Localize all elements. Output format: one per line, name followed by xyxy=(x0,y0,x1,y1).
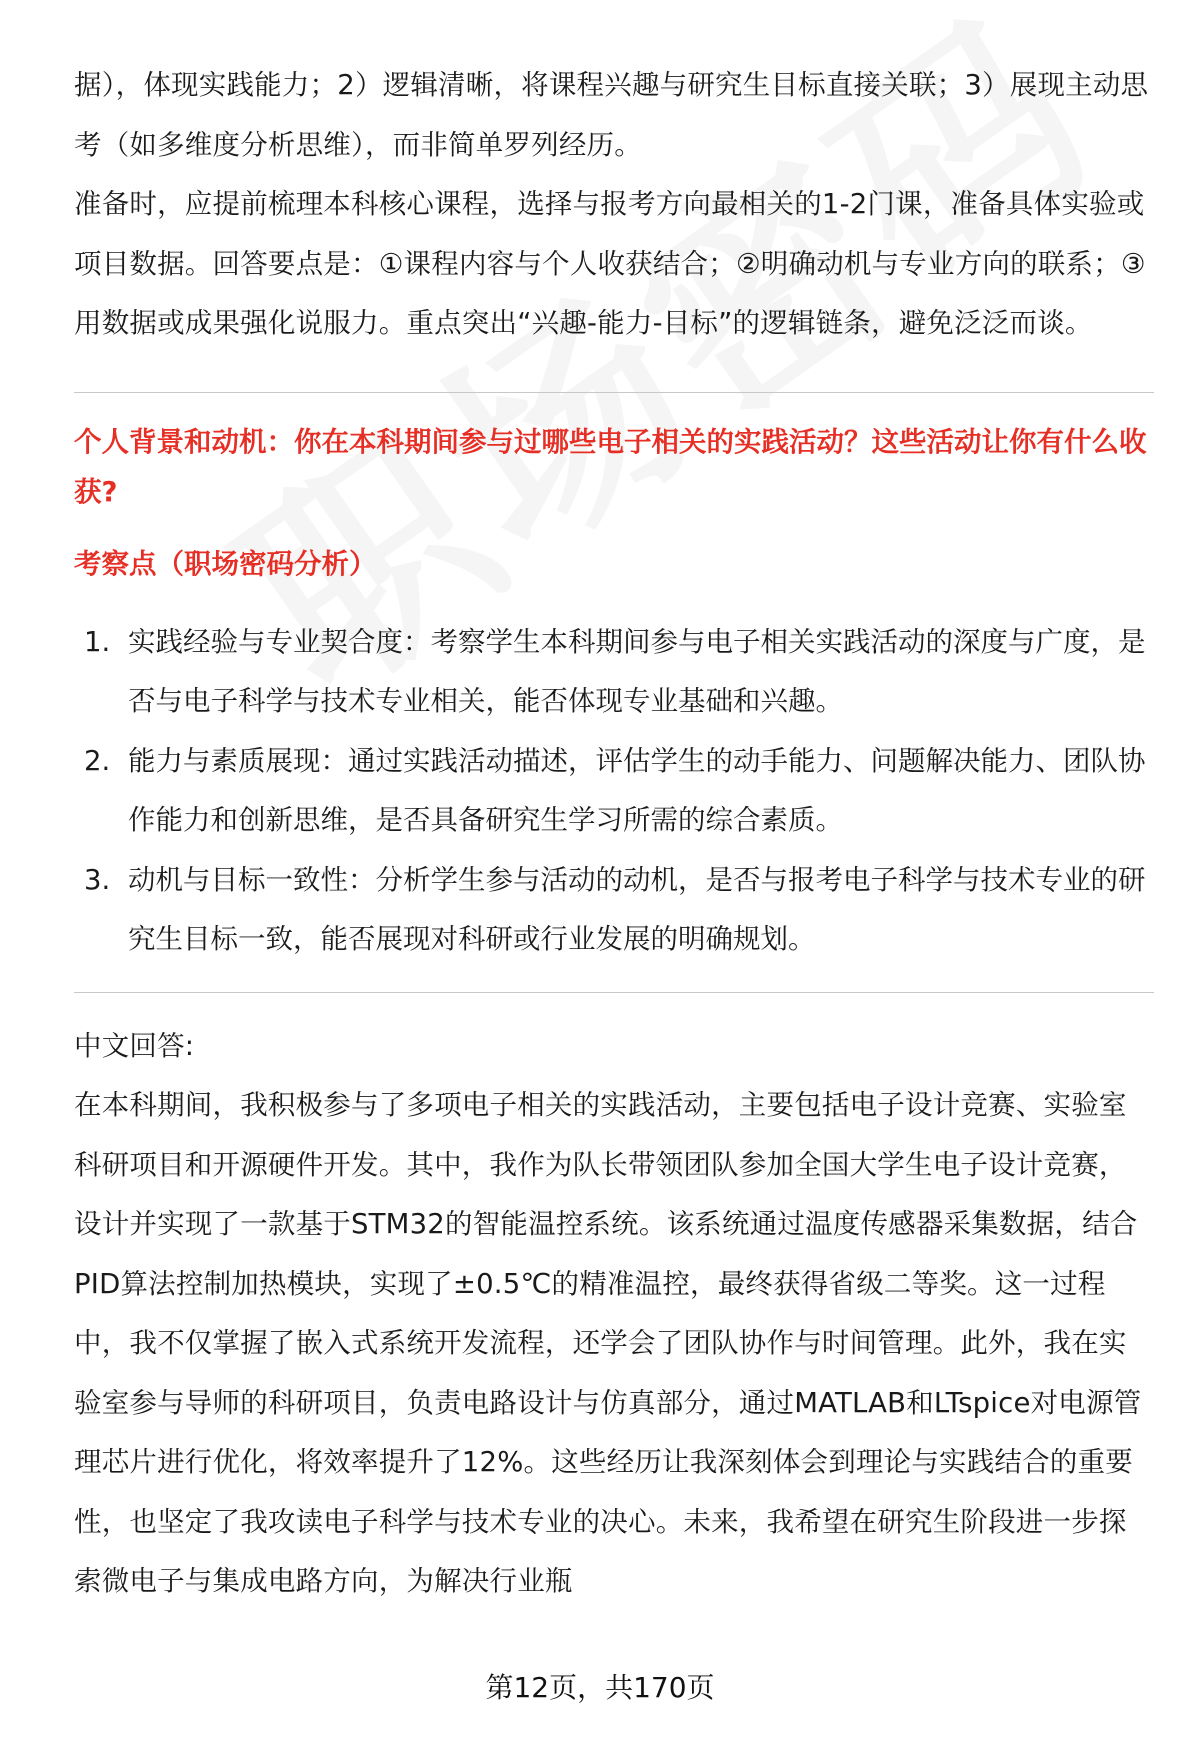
list-item xyxy=(74,613,1154,732)
assessment-points-list xyxy=(74,613,1154,970)
intro-paragraph-2: 准备时，应提前梳理本科核心课程，选择与报考方向最相关的1-2门课，准备具体实验或项目数据。回答要点是：①课程内容与个人收获结合；②明确动机与专业方向的联系；③用数据或成果强化说服力。重点突出“兴趣-能力-目标”的逻辑链条，避免泛泛而谈。 xyxy=(74,188,1146,339)
divider-top xyxy=(74,392,1154,393)
list-number: 1. xyxy=(84,625,111,658)
section-title: 考察点（职场密码分析） xyxy=(74,547,377,580)
question-heading: 个人背景和动机：你在本科期间参与过哪些电子相关的实践活动？这些活动让你有什么收获? xyxy=(74,425,1147,508)
list-text: 动机与目标一致性：分析学生参与活动的动机，是否与报考电子科学与技术专业的研究生目标一致，能否展现对科研或行业发展的明确规划。 xyxy=(128,863,1146,955)
list-text: 实践经验与专业契合度：考察学生本科期间参与电子相关实践活动的深度与广度，是否与电子科学与技术专业相关，能否体现专业基础和兴趣。 xyxy=(128,625,1146,717)
divider-bottom xyxy=(74,992,1154,993)
list-number: 2. xyxy=(84,744,111,777)
document-page xyxy=(74,56,1154,1612)
list-number: 3. xyxy=(84,863,111,896)
answer-paragraph: 在本科期间，我积极参与了多项电子相关的实践活动，主要包括电子设计竞赛、实验室科研项目和开源硬件开发。其中，我作为队长带领团队参加全国大学生电子设计竞赛，设计并实现了一款基于STM32的智能温控系统。该系统通过温度传感器采集数据，结合PID算法控制加热模块，实现了±0.5℃的精准温控，最终获得省级二等奖。这一过程中，我不仅掌握了嵌入式系统开发流程，还学会了团队协作与时间管理。此外，我在实验室参与导师的科研项目，负责电路设计与仿真部分，通过MATLAB和LTspice对电源管理芯片进行优化，将效率提升了12%。这些经历让我深刻体会到理论与实践结合的重要性，也坚定了我攻读电子科学与技术专业的决心。未来，我希望在研究生阶段进一步探索微电子与集成电路方向，为解决行业瓶 xyxy=(74,1089,1142,1597)
page-footer: 第12页，共170页 xyxy=(485,1671,715,1704)
list-text: 能力与素质展现：通过实践活动描述，评估学生的动手能力、问题解决能力、团队协作能力和创新思维，是否具备研究生学习所需的综合素质。 xyxy=(128,744,1146,836)
intro-paragraph-1: 据），体现实践能力；2）逻辑清晰，将课程兴趣与研究生目标直接关联；3）展现主动思考（如多维度分析思维），而非简单罗列经历。 xyxy=(74,69,1149,161)
list-item xyxy=(74,732,1154,851)
list-item xyxy=(74,851,1154,970)
answer-label: 中文回答: xyxy=(74,1029,195,1062)
